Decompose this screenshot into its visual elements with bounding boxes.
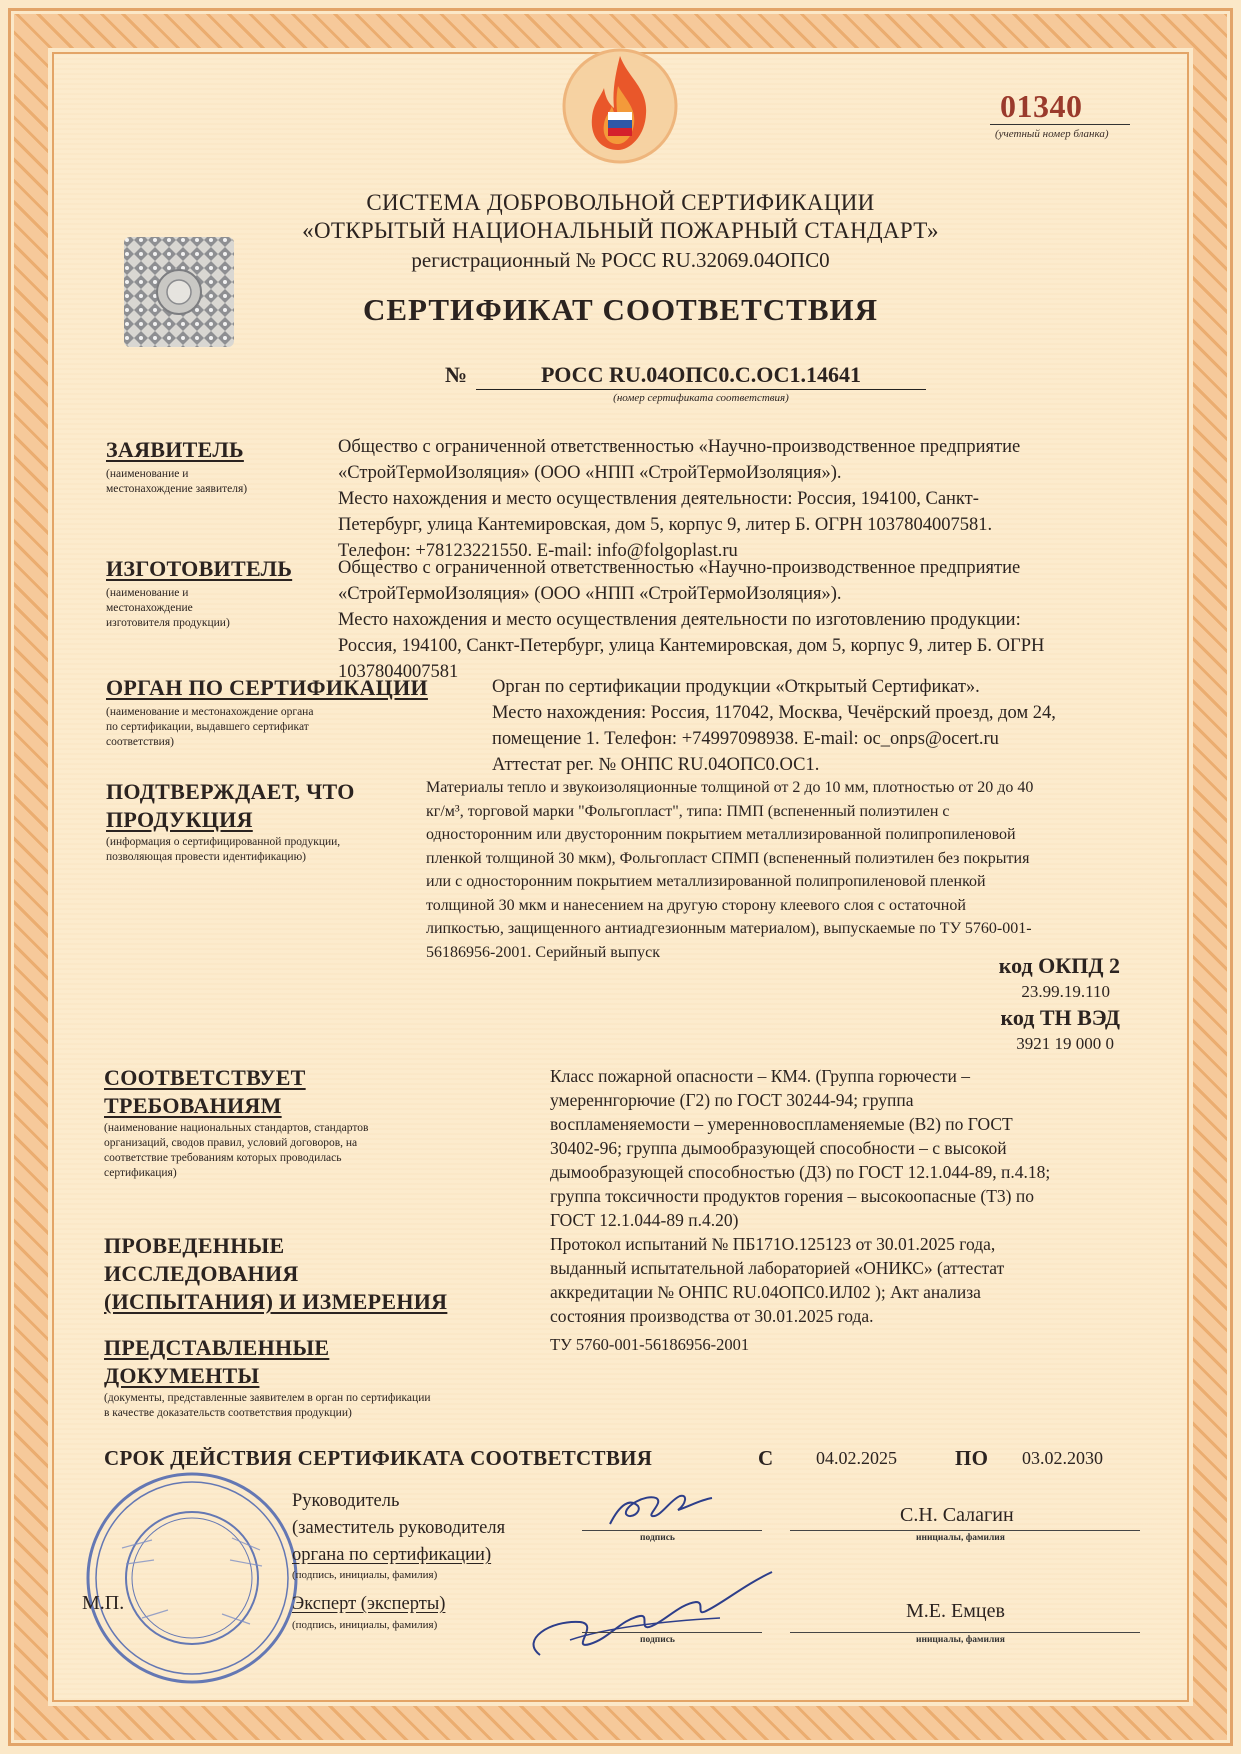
system-registration: регистрационный № РОСС RU.32069.04ОПС0 bbox=[411, 248, 830, 272]
expert-caption: (подпись, инициалы, фамилия) bbox=[292, 1619, 438, 1631]
tests-text: Протокол испытаний № ПБ171О.125123 от 30.01.2025 года, выданный испытательной лабораторией «ОНИКС» (аттестат аккредитации № ОНПС RU.04ОПС0.ИЛ02 ); Акт анализа состояния производства от 30.01.2025 года. bbox=[550, 1234, 1005, 1326]
expert-signature-line bbox=[582, 1632, 762, 1633]
expert-signature-caption: подпись bbox=[640, 1635, 675, 1645]
tests-label-line3: (ИСПЫТАНИЯ) И ИЗМЕРЕНИЯ bbox=[104, 1289, 448, 1314]
product-label-line1: ПОДТВЕРЖДАЕТ, ЧТО bbox=[106, 779, 355, 804]
applicant-text: Общество с ограниченной ответственностью «Научно-производственное предприятие «СтройТермоИзоляция» (ООО «НПП «СтройТермоИзоляция»). Место нахождения и место осуществления деятельности: Россия, 194100, Санкт- Петербург, улица Кантемировская, дом 5, корпус 9, литер Б. ОГРН 1037804007581. Телефон: +78123221550. E-mail: info@folgoplast.ru bbox=[338, 437, 1021, 561]
validity-to-label: ПО bbox=[955, 1446, 989, 1470]
certificate-title: СЕРТИФИКАТ СООТВЕТСТВИЯ bbox=[362, 292, 879, 327]
documents-text: ТУ 5760-001-56186956-2001 bbox=[550, 1335, 750, 1354]
requirements-label-line1: СООТВЕТСТВУЕТ bbox=[104, 1065, 306, 1090]
product-sublabel: (информация о сертифицированной продукции, позволяющая провести идентификацию) bbox=[106, 836, 341, 863]
head-signature-line bbox=[582, 1530, 762, 1531]
documents-sublabel: (документы, представленные заявителем в орган по сертификации в качестве доказательств соответствия продукции) bbox=[104, 1392, 431, 1419]
cert-body-text: Орган по сертификации продукции «Открытый Сертификат». Место нахождения: Россия, 117042, Москва, Чечёрский проезд, дом 24, помещение 1. Телефон: +74997098938. E-mail: oc_onps@ocert.ru Аттестат рег. № ОНПС RU.04ОПС0.ОС1. bbox=[492, 677, 1056, 775]
tests-label-line2: ИССЛЕДОВАНИЯ bbox=[104, 1261, 299, 1286]
head-role: Руководитель (заместитель руководителя органа по сертификации) bbox=[292, 1491, 506, 1565]
tnved-label: код ТН ВЭД bbox=[1000, 1005, 1120, 1030]
blank-number-line bbox=[990, 124, 1130, 125]
okpd-label: код ОКПД 2 bbox=[998, 953, 1120, 978]
cert-number-prefix: № bbox=[445, 362, 468, 387]
system-name-line2: «ОТКРЫТЫЙ НАЦИОНАЛЬНЫЙ ПОЖАРНЫЙ СТАНДАРТ» bbox=[302, 218, 939, 243]
requirements-label-line2: ТРЕБОВАНИЯМ bbox=[104, 1093, 282, 1118]
tnved-code: 3921 19 000 0 bbox=[1016, 1034, 1114, 1053]
cert-number-caption: (номер сертификата соответствия) bbox=[613, 392, 789, 404]
cert-body-label: ОРГАН ПО СЕРТИФИКАЦИИ bbox=[106, 675, 428, 700]
applicant-sublabel: (наименование и местонахождение заявителя) bbox=[106, 468, 248, 495]
okpd-code: 23.99.19.110 bbox=[1021, 982, 1110, 1001]
requirements-sublabel: (наименование национальных стандартов, стандартов организаций, сводов правил, условий договоров, на соответствие требованиям которых проводилась сертификация) bbox=[104, 1122, 369, 1179]
manufacturer-sublabel: (наименование и местонахождение изготовителя продукции) bbox=[106, 587, 230, 629]
head-signature-icon bbox=[600, 1484, 720, 1534]
manufacturer-text: Общество с ограниченной ответственностью «Научно-производственное предприятие «СтройТермоИзоляция» (ООО «НПП «СтройТермоИзоляция»). Место нахождения и место осуществления деятельности по изготовлению продукции: Россия, 194100, Санкт-Петербург, улица Кантемировская, дом 5, корпус 9, литер Б. ОГРН 1037804007581 bbox=[338, 558, 1045, 682]
validity-from-label: С bbox=[758, 1446, 774, 1470]
applicant-label: ЗАЯВИТЕЛЬ bbox=[106, 437, 244, 462]
validity-label: СРОК ДЕЙСТВИЯ СЕРТИФИКАТА СООТВЕТСТВИЯ bbox=[104, 1446, 653, 1470]
validity-to-date: 03.02.2030 bbox=[1022, 1448, 1103, 1468]
tests-label-line1: ПРОВЕДЕННЫЕ bbox=[104, 1233, 285, 1258]
expert-signature-icon bbox=[510, 1560, 810, 1670]
product-text: Материалы тепло и звукоизоляционные толщиной от 2 до 10 мм, плотностью от 20 до 40 кг/м³, торговой марки "Фольгопласт", типа: ПМП (вспененный полиэтилен с односторонним или двусторонним покрытием металлизированной полипропиленовой пленкой толщиной 30 мкм), Фольгопласт СПМП (вспененный полиэтилен без покрытия или с односторонним покрытием металлизированной полипропиленовой пленкой толщиной 30 мкм и нанесением на другую сторону клеевого слоя с остаточной липкостью, защищенного антиадгезионным материалом), выпускаемые по ТУ 5760-001- 56186956-2001. Серийный выпуск bbox=[426, 779, 1034, 961]
manufacturer-label: ИЗГОТОВИТЕЛЬ bbox=[106, 556, 293, 581]
head-signature-caption: подпись bbox=[640, 1533, 675, 1543]
head-name-caption: инициалы, фамилия bbox=[916, 1533, 1005, 1543]
cert-number: РОСС RU.04ОПС0.С.ОС1.14641 bbox=[476, 362, 926, 390]
blank-number: 01340 bbox=[1000, 88, 1083, 124]
documents-label-line2: ДОКУМЕНТЫ bbox=[104, 1363, 260, 1388]
expert-role: Эксперт (эксперты) bbox=[292, 1594, 446, 1614]
organization-stamp-icon bbox=[82, 1468, 302, 1688]
head-name-line bbox=[790, 1530, 1140, 1531]
documents-label-line1: ПРЕДСТАВЛЕННЫЕ bbox=[104, 1335, 330, 1360]
head-name: С.Н. Салагин bbox=[900, 1504, 1014, 1526]
expert-name: М.Е. Емцев bbox=[906, 1600, 1005, 1622]
head-caption: (подпись, инициалы, фамилия) bbox=[292, 1569, 438, 1581]
expert-name-line bbox=[790, 1632, 1140, 1633]
requirements-text: Класс пожарной опасности – КМ4. (Группа горючести – умереннгорючие (Г2) по ГОСТ 30244-94; группа воспламеняемости – умеренновоспламеняемые (В2) по ГОСТ 30402-96; группа дымообразующей способности – с высокой дымообразующей способностью (Д3) по ГОСТ 12.1.044-89, п.4.18; группа токсичности продуктов горения – высокоопасные (Т3) по ГОСТ 12.1.044-89 п.4.20) bbox=[550, 1066, 1051, 1230]
stamp-place-label: М.П. bbox=[82, 1592, 125, 1614]
flame-logo-icon bbox=[560, 46, 680, 166]
expert-name-caption: инициалы, фамилия bbox=[916, 1635, 1005, 1645]
cert-body-sublabel: (наименование и местонахождение органа по сертификации, выдавшего сертификат соответствия) bbox=[106, 706, 314, 748]
system-name-line1: СИСТЕМА ДОБРОВОЛЬНОЙ СЕРТИФИКАЦИИ bbox=[366, 190, 875, 215]
product-label-line2: ПРОДУКЦИЯ bbox=[106, 807, 253, 832]
blank-number-caption: (учетный номер бланка) bbox=[995, 128, 1109, 140]
validity-from-date: 04.02.2025 bbox=[816, 1448, 897, 1468]
